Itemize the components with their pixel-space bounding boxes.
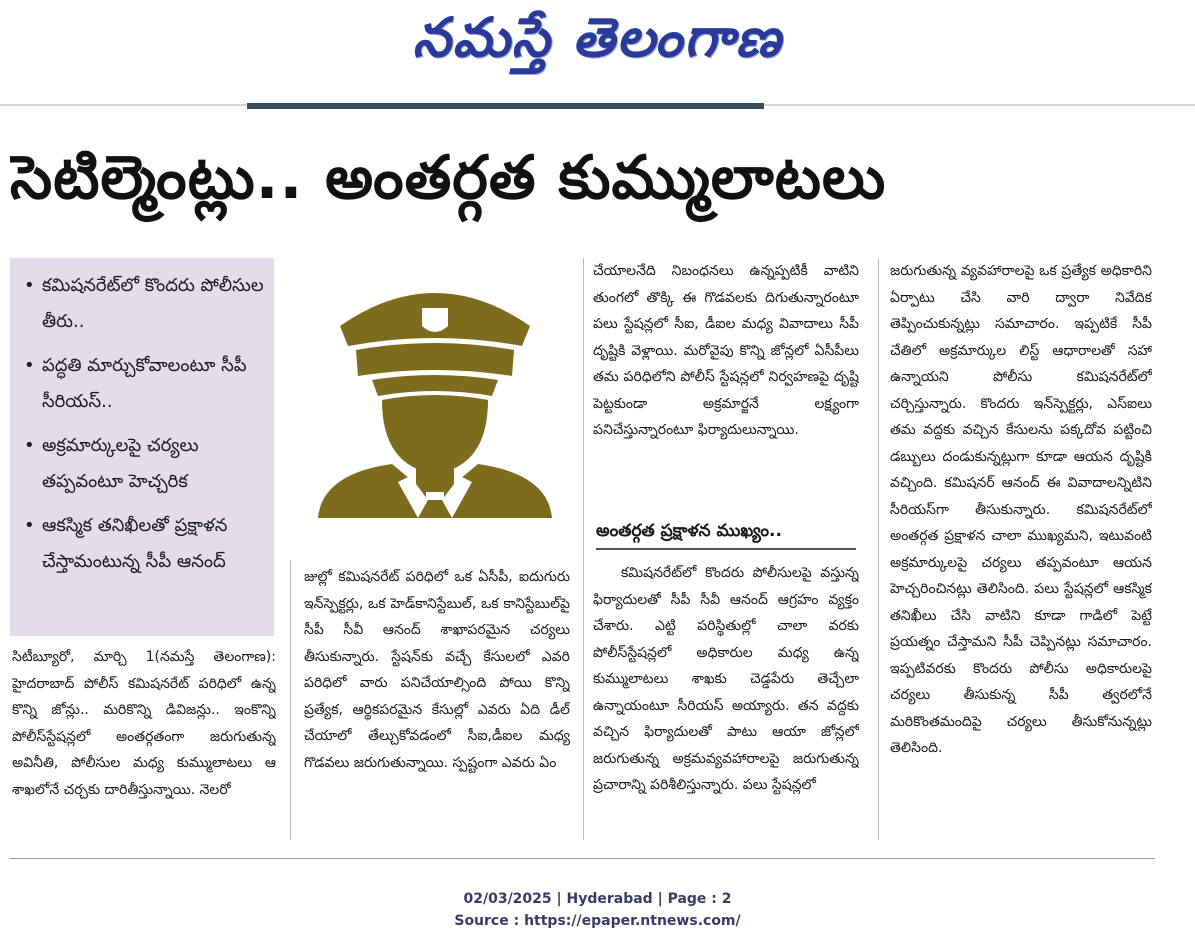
bullet-icon: • (24, 275, 35, 296)
highlights-list (10, 258, 274, 580)
article-bottom-rule (10, 858, 1155, 859)
police-officer-icon (300, 268, 570, 518)
article-column-1: సిటీబ్యూరో, మార్చి 1(నమస్తే తెలంగాణ): హైదరాబాద్ పోలీస్ కమిషనరేట్ పరిధిలో ఉన్న కొన్ని జోన్లు.. మరికొన్ని డివిజన్లు.. ఇంకొన్ని పోలీస్‌స్టేషన్లలో అంతర్గతంగా జరుగుతున్న అవినీతి, పోలీసుల మధ్య కుమ్ములాటలు ఆ శాఖలోనే చర్చకు దారితీస్తున్నాయి. నెలరో (12, 649, 276, 798)
bullet-icon: • (24, 515, 35, 536)
source-link[interactable]: Source : https://epaper.ntnews.com/ (454, 913, 741, 929)
bullet-icon: • (24, 355, 35, 376)
article-subheading: అంతర్గత ప్రక్షాళన ముఖ్యం.. (596, 514, 856, 550)
article-column-3: చేయాలనేది నిబంధనలు ఉన్నప్పటికీ వాటిని తుంగలో తొక్కి ఈ గొడవలకు దిగుతున్నారంటూ పలు స్టేషన్లలో సీఐ, డీఐల మధ్య వివాదాలు సీపీ దృష్టికి వెళ్లాయి. మరోవైపు కొన్ని జోన్లలో ఏసీపీలు తమ పరిధిలోని పోలీస్ స్టేషన్లలో నిర్వహణపై దృష్టి పెట్టకుండా అక్రమార్జనే లక్ష్యంగా పనిచేస్తున్నారంటూ ఫిర్యాదులున్నాయి. (593, 263, 859, 438)
article-headline: సెటిల్మెంట్లు.. అంతర్గత కుమ్ములాటలు (10, 143, 887, 213)
highlight-item: • కమిషనరేట్‌లో కొందరు పోలీసుల తీరు.. (24, 268, 266, 340)
newspaper-logo: నమస్తే తెలంగాణ (412, 6, 783, 69)
article-column-4: జరుగుతున్న వ్యవహారాలపై ఒక ప్రత్యేక అధికారిని ఏర్పాటు చేసి వారి ద్వారా నివేదిక తెప్పించుకున్నట్లు సమాచారం. ఇప్పటికే సీపీ చేతిలో అక్రమార్కుల లిస్ట్ ఆధారాలతో సహా ఉన్నాయని పోలీసు కమిషనరేట్‌లో చర్చిస్తున్నారు. కొందరు ఇన్‌స్పెక్టర్లు, ఎస్‌ఐలు తమ వద్దకు వచ్చిన కేసులను పక్కదోవ పట్టించి డబ్బులు దండుకున్నట్లుగా కూడా ఆయన దృష్టికి వచ్చింది. కమిషనర్ ఆనంద్ ఈ వివాదాలన్నిటిని సీరియస్‌గా తీసుకున్నారు. కమిషనరేట్‌లో అంతర్గత ప్రక్షాళన చాలా ముఖ్యమని, ఇటువంటి అక్రమార్కులపై చర్యలు తప్పవంటూ ఆయన హెచ్చరించినట్లు తెలిసింది. పలు స్టేషన్లలో ఆకస్మిక తనిఖీలు చేసి వాటిని కూడా గాడిలో పెట్టే ప్రయత్నం చేస్తామని సీపీ చెప్పినట్లు సమాచారం. ఇప్పటివరకు కొందరు పోలీసు అధికారులపై చర్యలు తీసుకున్న సీపీ త్వరలోనే మరికొంతమందిపై చర్యలు తీసుకోనున్నట్లు తెలిసింది. (890, 263, 1152, 756)
article-column-2: జుల్లో కమిషనరేట్ పరిధిలో ఒక ఏసీపీ, ఐదుగురు ఇన్‌స్పెక్టర్లు, ఒక హెడ్‌కానిస్టేబుల్, ఒక కానిస్టేబుల్‌పై సీపీ సీవీ ఆనంద్ శాఖాపరమైన చర్యలు తీసుకున్నారు. స్టేషన్‌కు వచ్చే కేసులలో ఎవరి పరిధిలో వారు పనిచేయాల్సింది పోయి కొన్ని ప్రత్యేక, ఆర్థికపరమైన కేసుల్లో ఎవరు ఏది డీల్ చేయాలో తేల్చుకోవడంలో సీఐ,డీఐల మధ్య గొడవలు జరుగుతున్నాయి. స్పష్టంగా ఎవరు ఏం (304, 569, 570, 771)
bullet-icon: • (24, 435, 35, 456)
column-divider (290, 560, 291, 840)
article-column-3b: కమిషనరేట్‌లో కొందరు పోలీసులపై వస్తున్న ఫిర్యాదులతో సీపీ సీవీ ఆనంద్ ఆగ్రహం వ్యక్తం చేశారు. ఎట్టి పరిస్థితుల్లో చాలా వరకు పోలీస్‌స్టేషన్లలో అధికారుల మధ్య ఉన్న కుమ్ములాటలు శాఖకు చెడ్డపేరు తెచ్చేలా ఉన్నాయంటూ సీరియస్ అయ్యారు. తన వద్దకు వచ్చిన ఫిర్యాదులతో పాటు ఆయా జోన్లలో జరుగుతున్న అక్రమవ్యవహారాలపై జరుగుతున్న ప్రచారాన్ని పరిశీలిస్తున్నారు. పలు స్టేషన్లలో (593, 565, 859, 793)
edition-info: 02/03/2025 | Hyderabad | Page : 2 (463, 891, 732, 907)
page-footer (0, 888, 1195, 932)
highlight-item: • అక్రమార్కులపై చర్యలు తప్పవంటూ హెచ్చరిక (24, 428, 266, 500)
masthead (0, 0, 1195, 100)
column-divider (878, 258, 879, 840)
column-divider (583, 258, 584, 840)
highlight-item: • ఆకస్మిక తనిఖీలతో ప్రక్షాళన చేస్తామంటున్న సీపీ ఆనంద్ (24, 508, 266, 580)
masthead-accent-bar (247, 103, 764, 109)
highlight-item: • పద్ధతి మార్చుకోవాలంటూ సీపీ సీరియస్.. (24, 348, 266, 420)
highlights-box (10, 258, 274, 636)
